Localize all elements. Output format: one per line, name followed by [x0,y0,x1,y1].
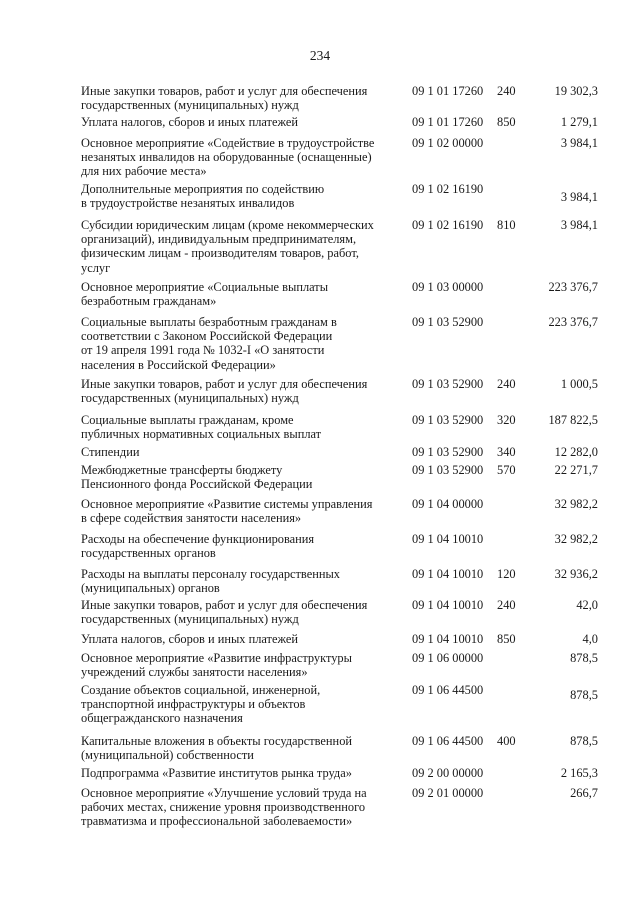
table-row [0,280,640,315]
row-name: Уплата налогов, сборов и иных платежей [81,115,299,129]
row-code: 09 1 06 44500 [412,734,484,748]
row-name: Создание объектов социальной, инженерной, транспортной инфраструктуры и объектов общегражданского назначения [81,683,321,726]
row-name: Иные закупки товаров, работ и услуг для обеспечения государственных (муниципальных) нужд [81,84,368,113]
table-row [0,136,640,182]
table-row [0,377,640,413]
row-code: 09 1 06 00000 [412,651,484,665]
row-amount: 3 984,1 [560,136,598,150]
table-row [0,632,640,651]
row-name: Субсидии юридическим лицам (кроме некоммерческих организаций), индивидуальным предпринимателям, физическим лицам - производителям товаров, работ, услуг [81,218,374,275]
row-amount: 32 982,2 [554,497,598,511]
row-code: 09 1 03 52900 [412,413,484,427]
row-amount: 223 376,7 [548,315,598,329]
row-type: 850 [497,632,516,646]
row-name: Социальные выплаты безработным гражданам в соответствии с Законом Российской Федерации от 19 апреля 1991 года № 1032-I «О занятости населения в Российской Федерации» [81,315,337,372]
row-type: 240 [497,84,516,98]
table-row [0,532,640,567]
row-code: 09 1 03 52900 [412,377,484,391]
row-amount: 19 302,3 [554,84,598,98]
table-row [0,84,640,115]
row-amount: 187 822,5 [548,413,598,427]
row-amount: 223 376,7 [548,280,598,294]
table-row [0,598,640,632]
row-name: Капитальные вложения в объекты государственной (муниципальной) собственности [81,734,353,763]
row-amount: 2 165,3 [560,766,598,780]
row-amount: 878,5 [570,688,598,702]
row-name: Подпрограмма «Развитие институтов рынка труда» [81,766,352,780]
table-row [0,463,640,497]
row-name: Дополнительные мероприятия по содействию в трудоустройстве незанятых инвалидов [81,182,325,211]
table-row [0,766,640,786]
row-name: Уплата налогов, сборов и иных платежей [81,632,299,646]
row-code: 09 1 02 00000 [412,136,484,150]
table-row [0,115,640,136]
row-code: 09 1 04 10010 [412,532,484,546]
row-code: 09 1 04 10010 [412,567,484,581]
page-number: 234 [309,48,331,63]
row-name: Расходы на обеспечение функционирования государственных органов [81,532,315,561]
row-name: Иные закупки товаров, работ и услуг для обеспечения государственных (муниципальных) нужд [81,598,368,627]
row-type: 570 [497,463,516,477]
row-type: 850 [497,115,516,129]
row-name: Основное мероприятие «Развитие системы управления в сфере содействия занятости населения» [81,497,373,526]
row-code: 09 1 04 00000 [412,497,484,511]
row-code: 09 2 01 00000 [412,786,484,800]
table-row [0,445,640,463]
row-name: Межбюджетные трансферты бюджету Пенсионного фонда Российской Федерации [81,463,313,492]
table-row [0,683,640,734]
row-type: 400 [497,734,516,748]
row-code: 09 1 02 16190 [412,182,484,196]
row-type: 340 [497,445,516,459]
row-code: 09 1 03 52900 [412,445,484,459]
row-code: 09 1 01 17260 [412,115,484,129]
row-code: 09 1 03 52900 [412,463,484,477]
row-code: 09 1 03 52900 [412,315,484,329]
row-name: Иные закупки товаров, работ и услуг для обеспечения государственных (муниципальных) нужд [81,377,368,406]
row-amount: 1 279,1 [560,115,598,129]
row-amount: 3 984,1 [560,218,598,232]
table-row [0,315,640,377]
row-amount: 878,5 [570,651,598,665]
row-amount: 32 982,2 [554,532,598,546]
row-type: 120 [497,567,516,581]
row-amount: 32 936,2 [554,567,598,581]
row-name: Социальные выплаты гражданам, кроме публичных нормативных социальных выплат [81,413,322,442]
row-amount: 12 282,0 [554,445,598,459]
table-row [0,651,640,683]
row-code: 09 1 01 17260 [412,84,484,98]
row-amount: 22 271,7 [554,463,598,477]
table-row [0,218,640,280]
row-type: 240 [497,598,516,612]
row-type: 320 [497,413,516,427]
table-row [0,182,640,218]
row-name: Основное мероприятие «Развитие инфраструктуры учреждений службы занятости населения» [81,651,352,680]
row-code: 09 1 04 10010 [412,598,484,612]
row-code: 09 1 06 44500 [412,683,484,697]
row-name: Стипендии [81,445,140,459]
row-amount: 266,7 [570,786,598,800]
row-type: 810 [497,218,516,232]
row-amount: 3 984,1 [560,190,598,204]
row-name: Основное мероприятие «Улучшение условий труда на рабочих местах, снижение уровня производственного травматизма и профессиональной заболеваемости» [81,786,367,829]
row-code: 09 1 04 10010 [412,632,484,646]
row-code: 09 2 00 00000 [412,766,484,780]
table-row [0,786,640,832]
row-amount: 42,0 [576,598,598,612]
row-code: 09 1 02 16190 [412,218,484,232]
row-name: Основное мероприятие «Содействие в трудоустройстве незанятых инвалидов на оборудованные (оснащенные) для них рабочие места» [81,136,375,179]
table-row [0,413,640,445]
row-name: Расходы на выплаты персоналу государственных (муниципальных) органов [81,567,340,596]
row-amount: 1 000,5 [560,377,598,391]
table-row [0,497,640,532]
row-amount: 878,5 [570,734,598,748]
row-type: 240 [497,377,516,391]
budget-table [0,84,640,832]
table-row [0,734,640,766]
row-amount: 4,0 [582,632,598,646]
row-code: 09 1 03 00000 [412,280,484,294]
table-row [0,567,640,598]
row-name: Основное мероприятие «Социальные выплаты безработным гражданам» [81,280,329,309]
